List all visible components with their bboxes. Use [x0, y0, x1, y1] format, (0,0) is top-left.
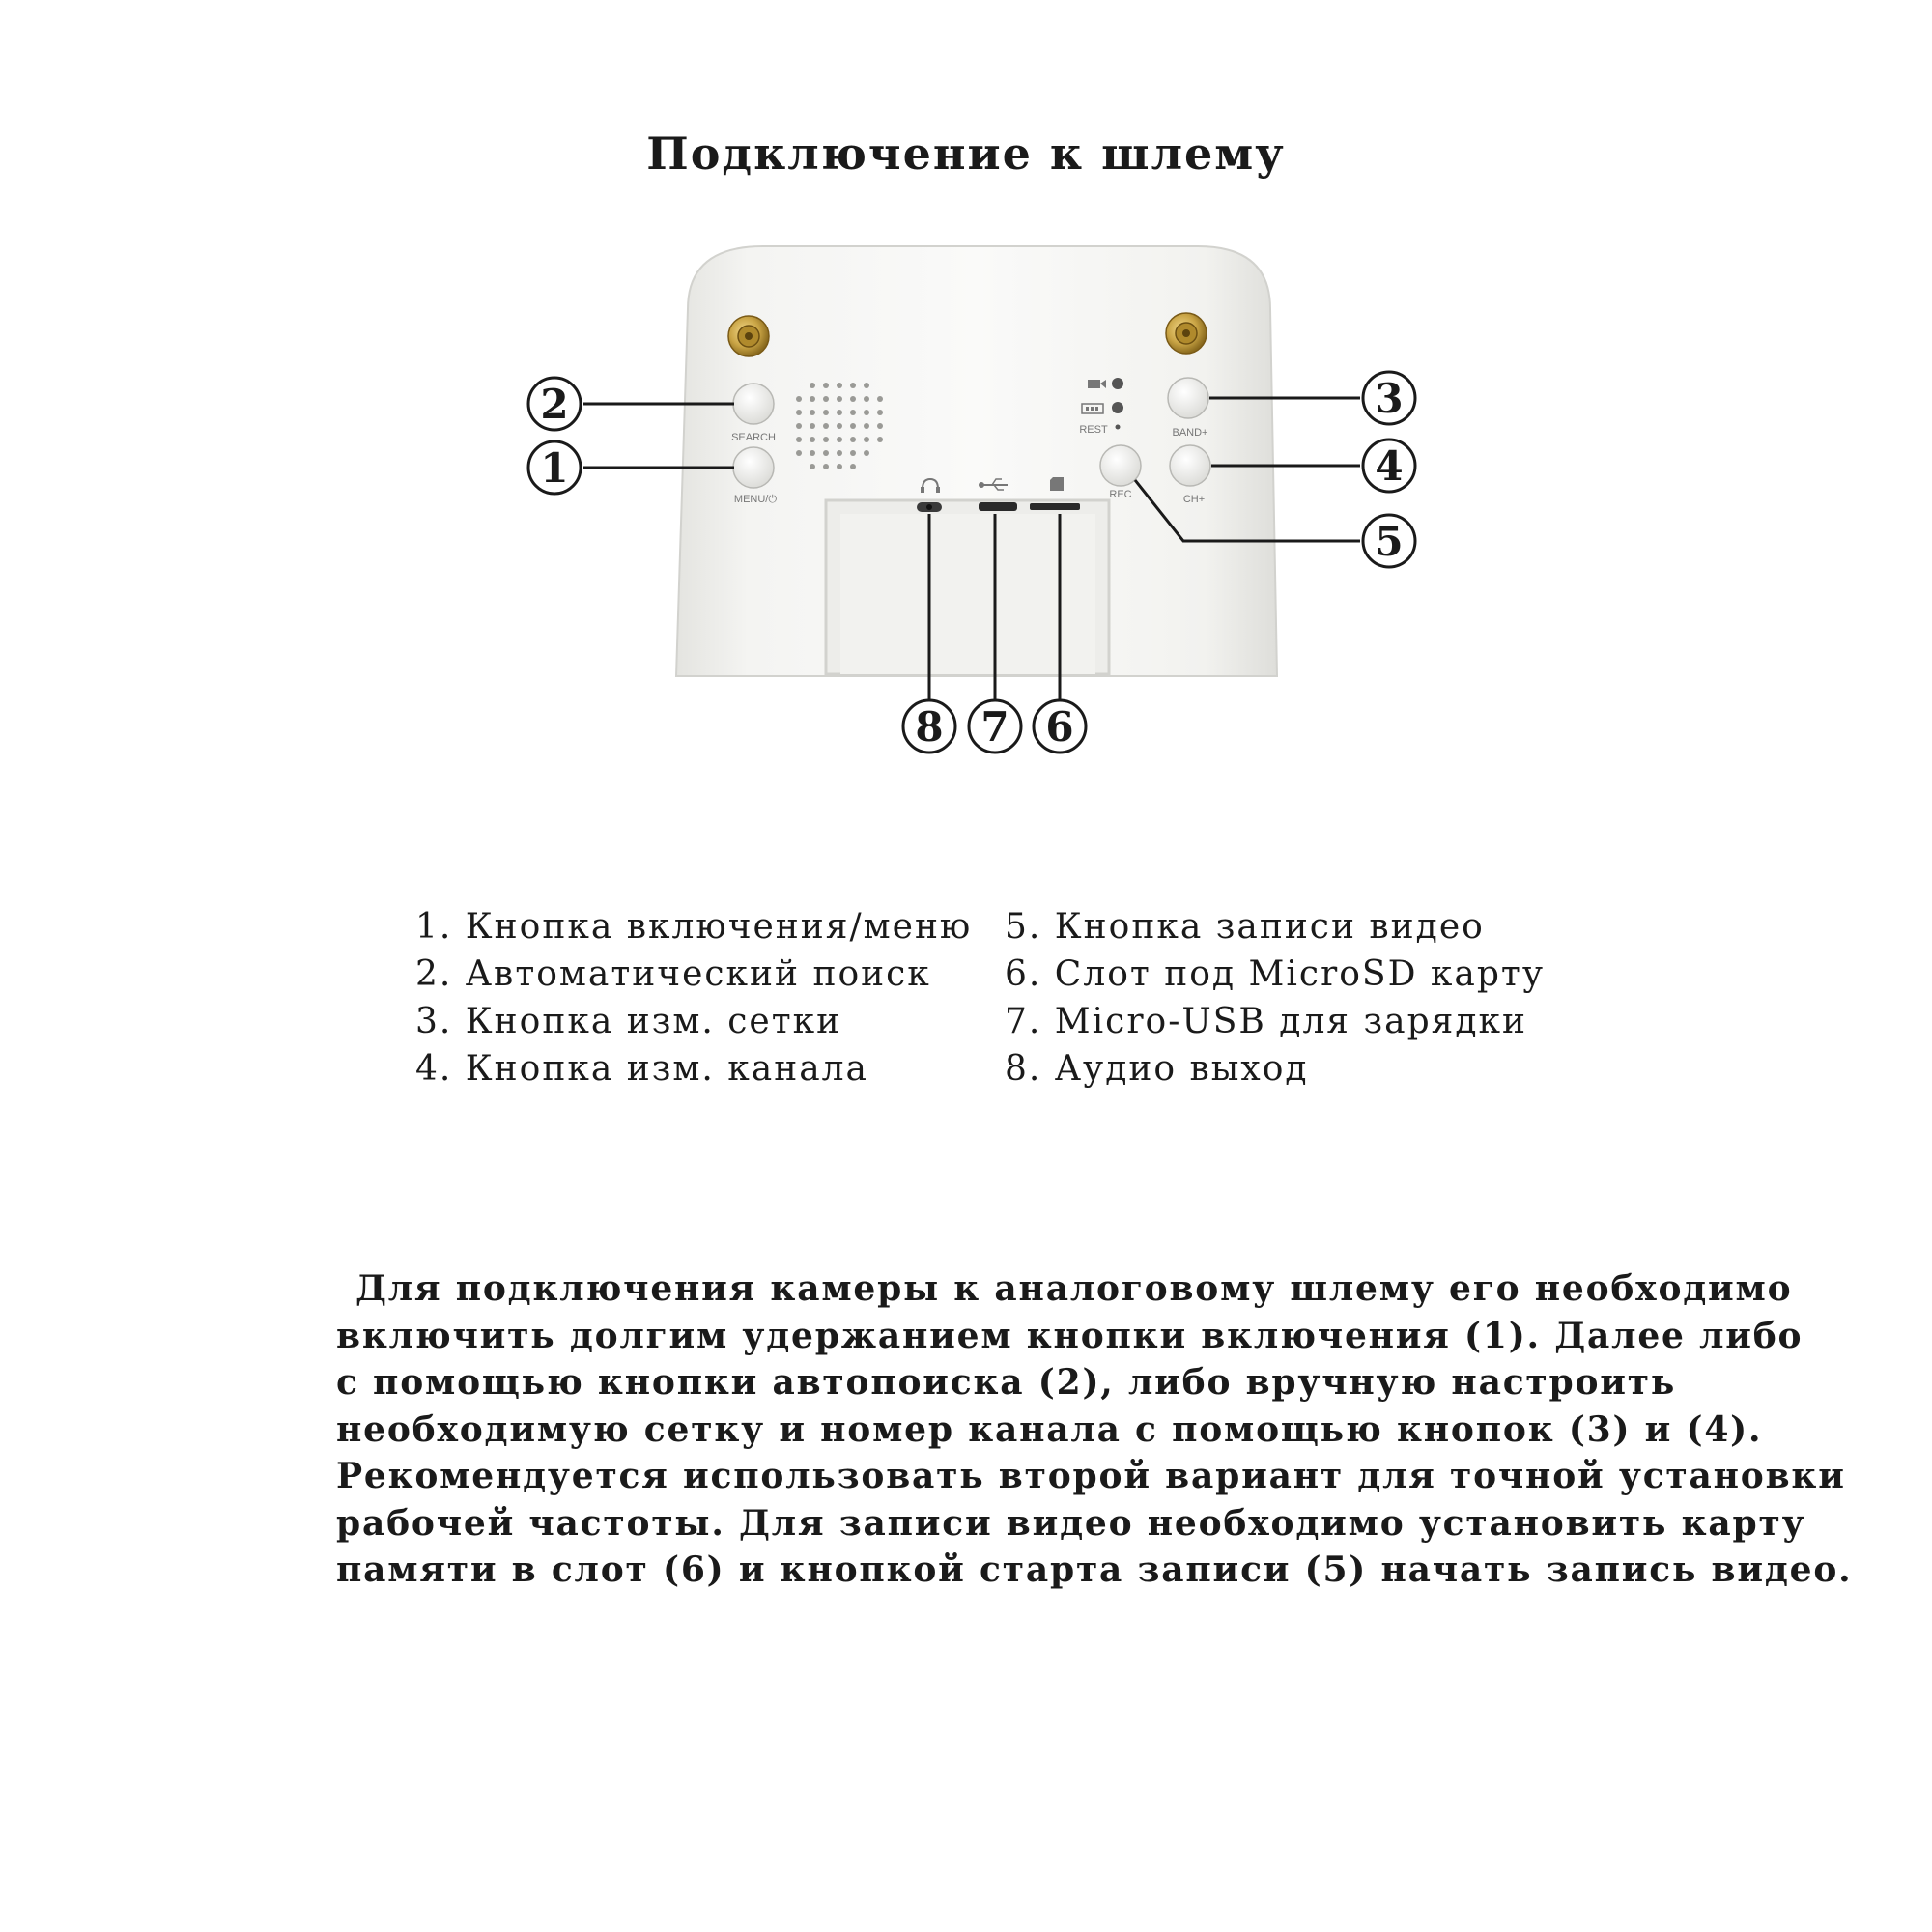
band-label: BAND+	[1172, 427, 1208, 439]
speaker-hole	[823, 450, 829, 456]
search-button[interactable]	[733, 384, 774, 424]
paragraph-line: рабочей частоты. Для записи видео необходимо установить карту	[336, 1502, 1806, 1544]
speaker-hole	[823, 423, 829, 429]
microsd-slot[interactable]	[1030, 503, 1080, 510]
audio-jack-port[interactable]	[917, 502, 942, 512]
speaker-hole	[864, 383, 869, 388]
speaker-hole	[877, 396, 883, 402]
callout-5	[1363, 515, 1415, 567]
speaker-hole	[850, 450, 856, 456]
callout-5-number: 5	[1375, 518, 1404, 565]
speaker-hole	[837, 410, 842, 415]
speaker-hole	[864, 437, 869, 442]
legend-left	[415, 903, 972, 1093]
speaker-hole	[837, 383, 842, 388]
rec-label: REC	[1109, 489, 1132, 500]
speaker-hole	[810, 437, 815, 442]
ch-label: CH+	[1182, 494, 1206, 505]
speaker-hole	[850, 437, 856, 442]
speaker-hole	[796, 396, 802, 402]
legend-item: 4. Кнопка изм. канала	[415, 1049, 868, 1089]
speaker-hole	[823, 410, 829, 415]
speaker-hole	[810, 396, 815, 402]
callout-6-number: 6	[1045, 703, 1074, 751]
legend-item: 1. Кнопка включения/меню	[415, 907, 973, 947]
speaker-hole	[837, 396, 842, 402]
speaker-hole	[810, 423, 815, 429]
speaker-hole	[837, 423, 842, 429]
reset-hole[interactable]	[1116, 425, 1121, 430]
speaker-hole	[850, 423, 856, 429]
speaker-hole	[837, 450, 842, 456]
speaker-hole	[850, 464, 856, 469]
speaker-hole	[837, 464, 842, 469]
paragraph-line: включить долгим удержанием кнопки включения (1). Далее либо	[336, 1315, 1804, 1356]
rest-label: REST	[1079, 424, 1108, 436]
antenna-connector-right	[1166, 313, 1207, 354]
menu-label: MENU/⏻	[733, 494, 778, 505]
speaker-hole	[864, 450, 869, 456]
speaker-hole	[796, 423, 802, 429]
paragraph-line: Рекомендуется использовать второй вариант для точной установки	[336, 1456, 1846, 1496]
callout-7-number: 7	[980, 703, 1009, 751]
menu-power-button[interactable]	[733, 447, 774, 488]
callout-8-number: 8	[915, 703, 944, 751]
speaker-hole	[810, 450, 815, 456]
band-button[interactable]	[1168, 378, 1208, 418]
paragraph-line: Для подключения камеры к аналоговому шлему его необходимо	[355, 1268, 1793, 1309]
speaker-hole	[877, 437, 883, 442]
instructions-paragraph	[336, 1265, 1853, 1594]
callout-8	[903, 700, 955, 753]
device-diagram	[0, 0, 1932, 773]
search-label: SEARCH	[731, 432, 776, 443]
legend-item: 2. Автоматический поиск	[415, 954, 931, 994]
paragraph-line: с помощью кнопки автопоиска (2), либо вручную настроить	[336, 1362, 1677, 1403]
sd-card-icon	[1050, 477, 1064, 491]
paragraph-line: необходимую сетку и номер канала с помощью кнопок (3) и (4).	[336, 1408, 1763, 1450]
legend-item: 5. Кнопка записи видео	[1005, 907, 1485, 947]
legend-item: 7. Micro-USB для зарядки	[1005, 1002, 1527, 1041]
speaker-hole	[850, 410, 856, 415]
callout-3-number: 3	[1375, 375, 1404, 422]
legend-item: 8. Аудио выход	[1005, 1049, 1309, 1089]
legend-item: 6. Слот под MicroSD карту	[1005, 954, 1546, 994]
page-title: Подключение к шлему	[646, 128, 1286, 180]
callout-3	[1363, 372, 1415, 424]
callout-1	[528, 441, 581, 494]
speaker-hole	[810, 464, 815, 469]
speaker-hole	[877, 423, 883, 429]
speaker-hole	[796, 450, 802, 456]
paragraph-line: памяти в слот (6) и кнопкой старта записи (5) начать запись видео.	[336, 1549, 1853, 1590]
speaker-hole	[810, 383, 815, 388]
callout-1-number: 1	[540, 444, 569, 492]
callout-4	[1363, 440, 1415, 492]
callout-4-number: 4	[1375, 442, 1404, 490]
speaker-hole	[864, 410, 869, 415]
speaker-hole	[850, 396, 856, 402]
speaker-hole	[850, 383, 856, 388]
speaker-hole	[823, 437, 829, 442]
speaker-hole	[823, 383, 829, 388]
callout-6	[1034, 700, 1086, 753]
micro-usb-port[interactable]	[979, 502, 1017, 511]
speaker-hole	[796, 410, 802, 415]
callout-7	[969, 700, 1021, 753]
callout-2	[528, 378, 581, 430]
speaker-hole	[823, 396, 829, 402]
speaker-hole	[877, 410, 883, 415]
speaker-hole	[796, 437, 802, 442]
speaker-hole	[823, 464, 829, 469]
battery-led	[1112, 402, 1123, 413]
speaker-hole	[864, 423, 869, 429]
speaker-hole	[810, 410, 815, 415]
legend-item: 3. Кнопка изм. сетки	[415, 1002, 842, 1041]
speaker-hole	[837, 437, 842, 442]
speaker-hole	[864, 396, 869, 402]
rec-button[interactable]	[1100, 445, 1141, 486]
callout-2-number: 2	[540, 381, 569, 428]
record-led	[1112, 378, 1123, 389]
legend-right	[1005, 903, 1545, 1093]
channel-button[interactable]	[1170, 445, 1210, 486]
antenna-connector-left	[728, 316, 769, 356]
